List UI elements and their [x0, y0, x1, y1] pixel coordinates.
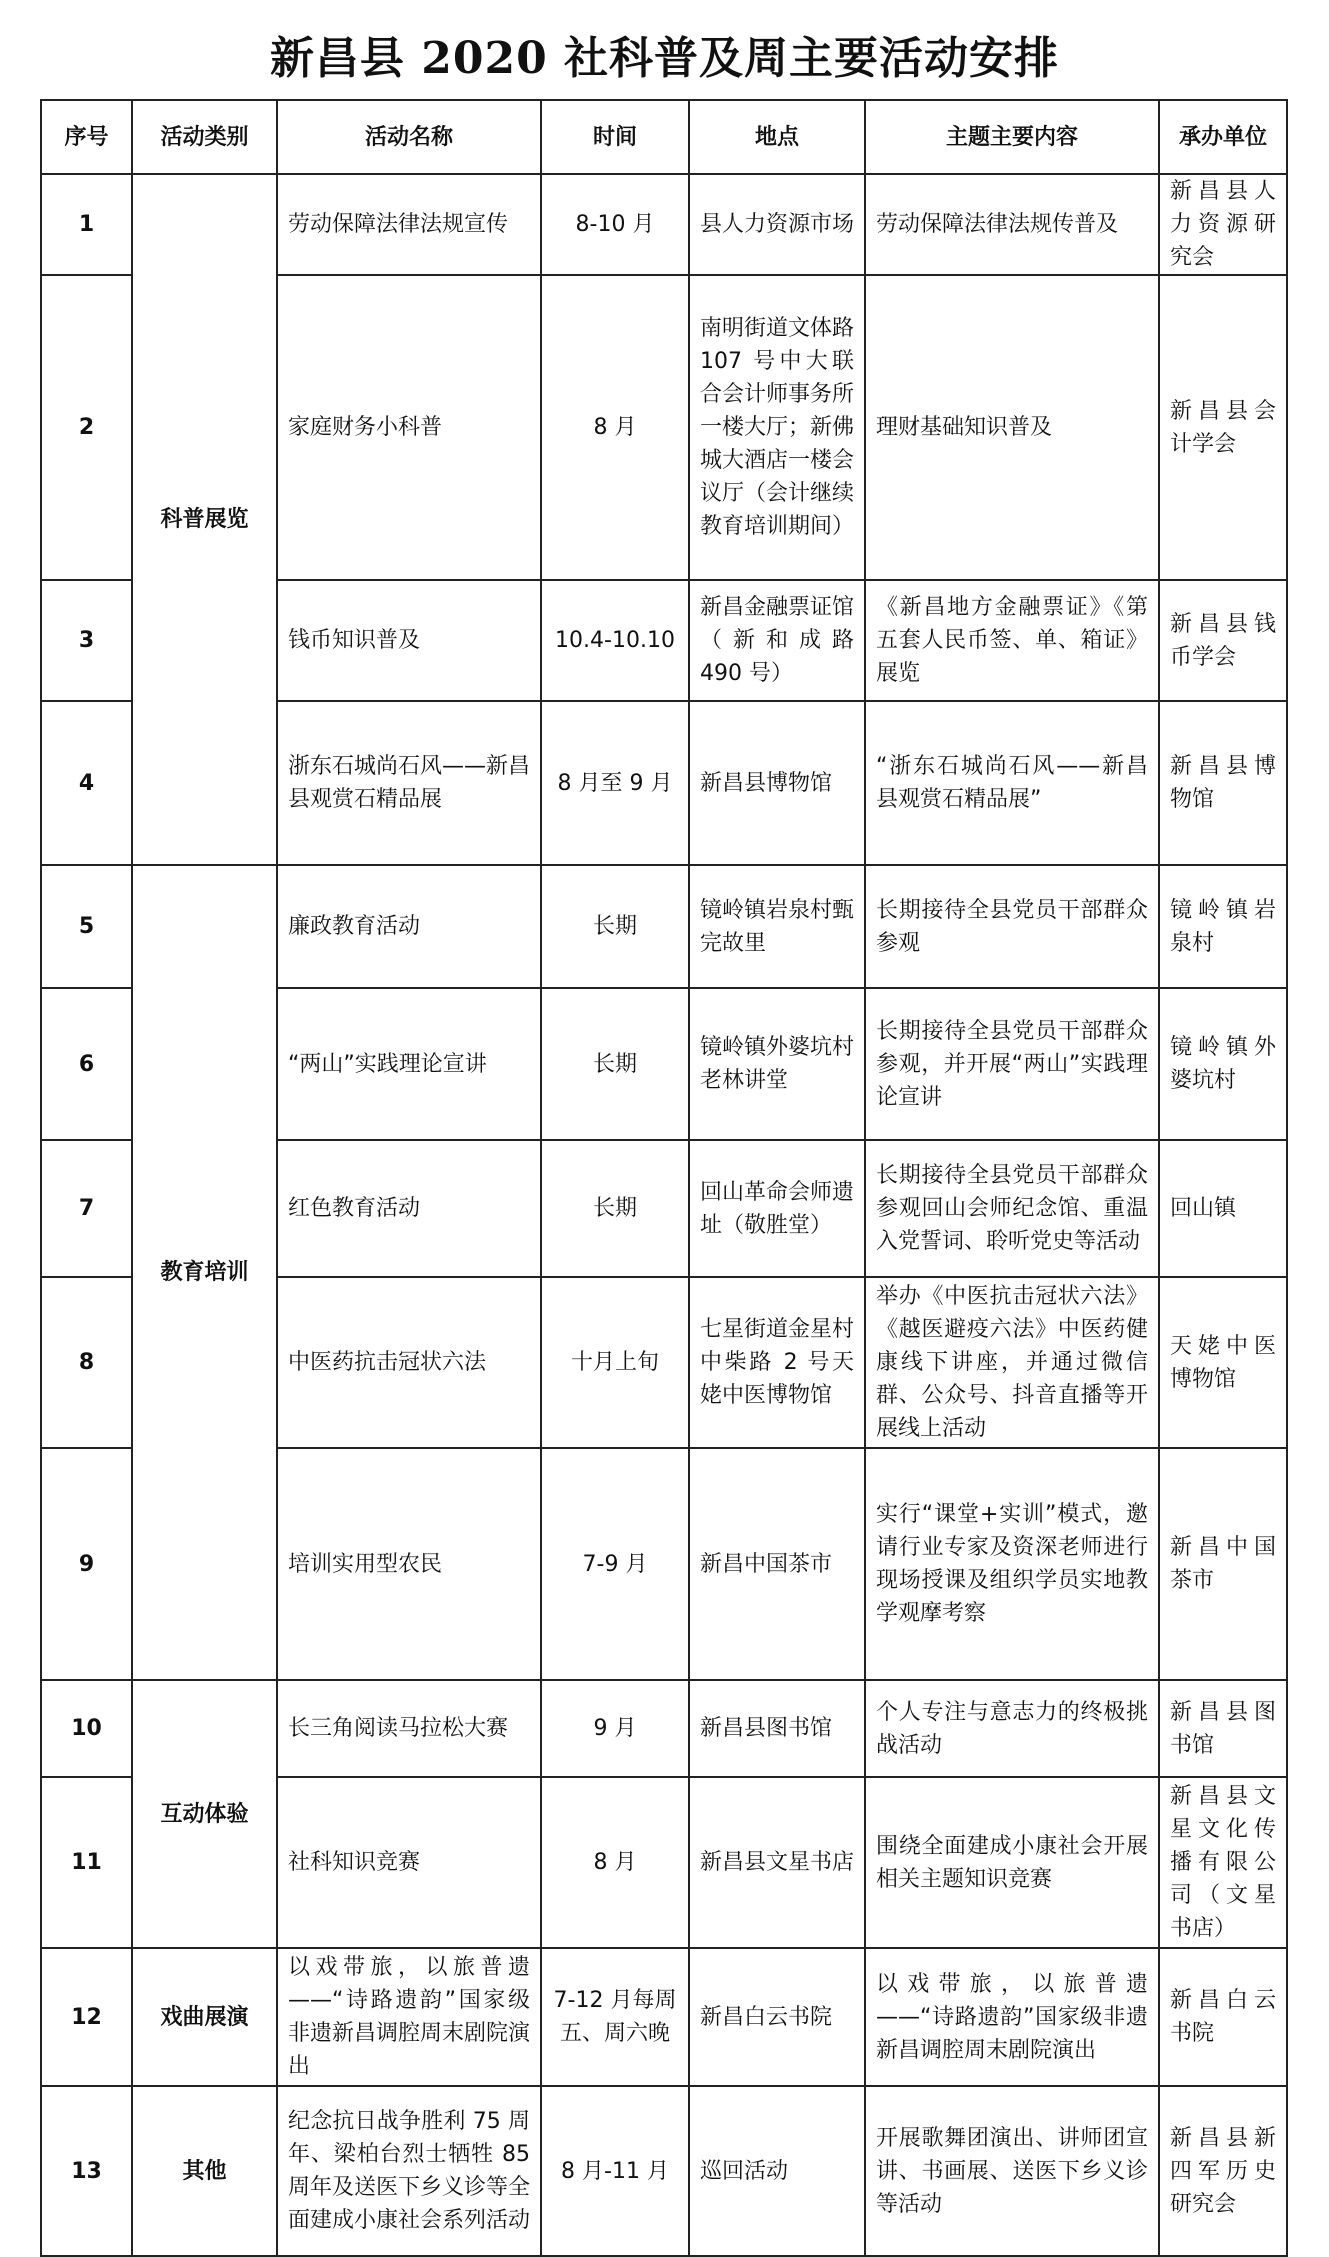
activity-place: 镜岭镇外婆坑村老林讲堂	[689, 988, 865, 1140]
activity-time: 7-12 月每周五、周六晚	[541, 1948, 689, 2086]
table-header-row	[41, 100, 1287, 174]
activity-content: 劳动保障法律法规传普及	[865, 174, 1159, 275]
row-no: 1	[41, 174, 132, 275]
activity-name: 浙东石城尚石风——新昌县观赏石精品展	[277, 701, 541, 865]
row-no: 4	[41, 701, 132, 865]
activity-place: 新昌县文星书店	[689, 1777, 865, 1948]
row-no: 11	[41, 1777, 132, 1948]
activity-time: 长期	[541, 865, 689, 988]
row-no: 10	[41, 1680, 132, 1777]
activity-content: 实行“课堂+实训”模式，邀请行业专家及资深老师进行现场授课及组织学员实地教学观摩考察	[865, 1448, 1159, 1680]
activity-name: 劳动保障法律法规宣传	[277, 174, 541, 275]
activity-name: 廉政教育活动	[277, 865, 541, 988]
activity-organizer: 天姥中医博物馆	[1159, 1277, 1287, 1448]
activity-content: 理财基础知识普及	[865, 275, 1159, 580]
header-name: 活动名称	[277, 100, 541, 174]
row-no: 6	[41, 988, 132, 1140]
activity-content: 长期接待全县党员干部群众参观	[865, 865, 1159, 988]
header-content: 主题主要内容	[865, 100, 1159, 174]
header-organizer: 承办单位	[1159, 100, 1287, 174]
row-no: 2	[41, 275, 132, 580]
activity-content: 《新昌地方金融票证》《第五套人民币签、单、箱证》展览	[865, 580, 1159, 701]
activity-place: 新昌金融票证馆（新和成路 490 号）	[689, 580, 865, 701]
header-place: 地点	[689, 100, 865, 174]
activity-organizer: 镜岭镇外婆坑村	[1159, 988, 1287, 1140]
activity-content: 举办《中医抗击冠状六法》《越医避疫六法》中医药健康线下讲座，并通过微信群、公众号、抖音直播等开展线上活动	[865, 1277, 1159, 1448]
activity-organizer: 新昌县钱币学会	[1159, 580, 1287, 701]
activity-time: 长期	[541, 1140, 689, 1277]
activity-time: 8-10 月	[541, 174, 689, 275]
row-no: 13	[41, 2086, 132, 2256]
category-cell: 科普展览	[132, 174, 277, 865]
activity-content: 长期接待全县党员干部群众参观，并开展“两山”实践理论宣讲	[865, 988, 1159, 1140]
row-no: 5	[41, 865, 132, 988]
category-cell: 其他	[132, 2086, 277, 2256]
activity-organizer: 新昌县文星文化传播有限公司（文星书店）	[1159, 1777, 1287, 1948]
activity-place: 新昌中国茶市	[689, 1448, 865, 1680]
activity-organizer: 新昌白云书院	[1159, 1948, 1287, 2086]
activity-schedule-table	[40, 99, 1288, 2257]
table-row	[41, 174, 1287, 275]
activity-time: 长期	[541, 988, 689, 1140]
header-time: 时间	[541, 100, 689, 174]
activity-time: 9 月	[541, 1680, 689, 1777]
activity-content: 长期接待全县党员干部群众参观回山会师纪念馆、重温入党誓词、聆听党史等活动	[865, 1140, 1159, 1277]
activity-name: 以戏带旅，以旅普遗——“诗路遗韵”国家级非遗新昌调腔周末剧院演出	[277, 1948, 541, 2086]
activity-organizer: 新昌县新四军历史研究会	[1159, 2086, 1287, 2256]
activity-organizer: 新昌中国茶市	[1159, 1448, 1287, 1680]
table-row	[41, 865, 1287, 988]
activity-time: 8 月	[541, 275, 689, 580]
activity-place: 新昌县图书馆	[689, 1680, 865, 1777]
activity-time: 8 月至 9 月	[541, 701, 689, 865]
activity-organizer: 新昌县人力资源研究会	[1159, 174, 1287, 275]
activity-place: 新昌县博物馆	[689, 701, 865, 865]
category-cell: 互动体验	[132, 1680, 277, 1948]
activity-name: “两山”实践理论宣讲	[277, 988, 541, 1140]
activity-time: 8 月-11 月	[541, 2086, 689, 2256]
activity-name: 长三角阅读马拉松大赛	[277, 1680, 541, 1777]
row-no: 3	[41, 580, 132, 701]
activity-place: 镜岭镇岩泉村甄完故里	[689, 865, 865, 988]
activity-place: 回山革命会师遗址（敬胜堂）	[689, 1140, 865, 1277]
activity-place: 七星街道金星村中柴路 2 号天姥中医博物馆	[689, 1277, 865, 1448]
activity-name: 中医药抗击冠状六法	[277, 1277, 541, 1448]
activity-name: 纪念抗日战争胜利 75 周年、梁柏台烈士牺牲 85 周年及送医下乡义诊等全面建成小康社会系列活动	[277, 2086, 541, 2256]
table-row	[41, 1948, 1287, 2086]
activity-content: 开展歌舞团演出、讲师团宣讲、书画展、送医下乡义诊等活动	[865, 2086, 1159, 2256]
row-no: 8	[41, 1277, 132, 1448]
activity-organizer: 新昌县图书馆	[1159, 1680, 1287, 1777]
activity-place: 巡回活动	[689, 2086, 865, 2256]
category-cell: 戏曲展演	[132, 1948, 277, 2086]
header-no: 序号	[41, 100, 132, 174]
table-row	[41, 2086, 1287, 2256]
activity-time: 7-9 月	[541, 1448, 689, 1680]
activity-organizer: 回山镇	[1159, 1140, 1287, 1277]
activity-name: 家庭财务小科普	[277, 275, 541, 580]
row-no: 12	[41, 1948, 132, 2086]
activity-content: 个人专注与意志力的终极挑战活动	[865, 1680, 1159, 1777]
activity-place: 县人力资源市场	[689, 174, 865, 275]
category-cell: 教育培训	[132, 865, 277, 1680]
activity-content: 围绕全面建成小康社会开展相关主题知识竞赛	[865, 1777, 1159, 1948]
row-no: 7	[41, 1140, 132, 1277]
activity-name: 培训实用型农民	[277, 1448, 541, 1680]
activity-name: 社科知识竞赛	[277, 1777, 541, 1948]
activity-organizer: 新昌县会计学会	[1159, 275, 1287, 580]
activity-content: 以戏带旅，以旅普遗——“诗路遗韵”国家级非遗新昌调腔周末剧院演出	[865, 1948, 1159, 2086]
activity-organizer: 镜岭镇岩泉村	[1159, 865, 1287, 988]
activity-name: 红色教育活动	[277, 1140, 541, 1277]
activity-content: “浙东石城尚石风——新昌县观赏石精品展”	[865, 701, 1159, 865]
row-no: 9	[41, 1448, 132, 1680]
document-title: 新昌县 2020 社科普及周主要活动安排	[269, 33, 1060, 84]
table-row	[41, 1680, 1287, 1777]
activity-name: 钱币知识普及	[277, 580, 541, 701]
activity-organizer: 新昌县博物馆	[1159, 701, 1287, 865]
activity-time: 8 月	[541, 1777, 689, 1948]
activity-time: 十月上旬	[541, 1277, 689, 1448]
header-category: 活动类别	[132, 100, 277, 174]
activity-place: 新昌白云书院	[689, 1948, 865, 2086]
activity-time: 10.4-10.10	[541, 580, 689, 701]
activity-place: 南明街道文体路 107 号中大联合会计师事务所一楼大厅；新佛城大酒店一楼会议厅（会计继续教育培训期间）	[689, 275, 865, 580]
